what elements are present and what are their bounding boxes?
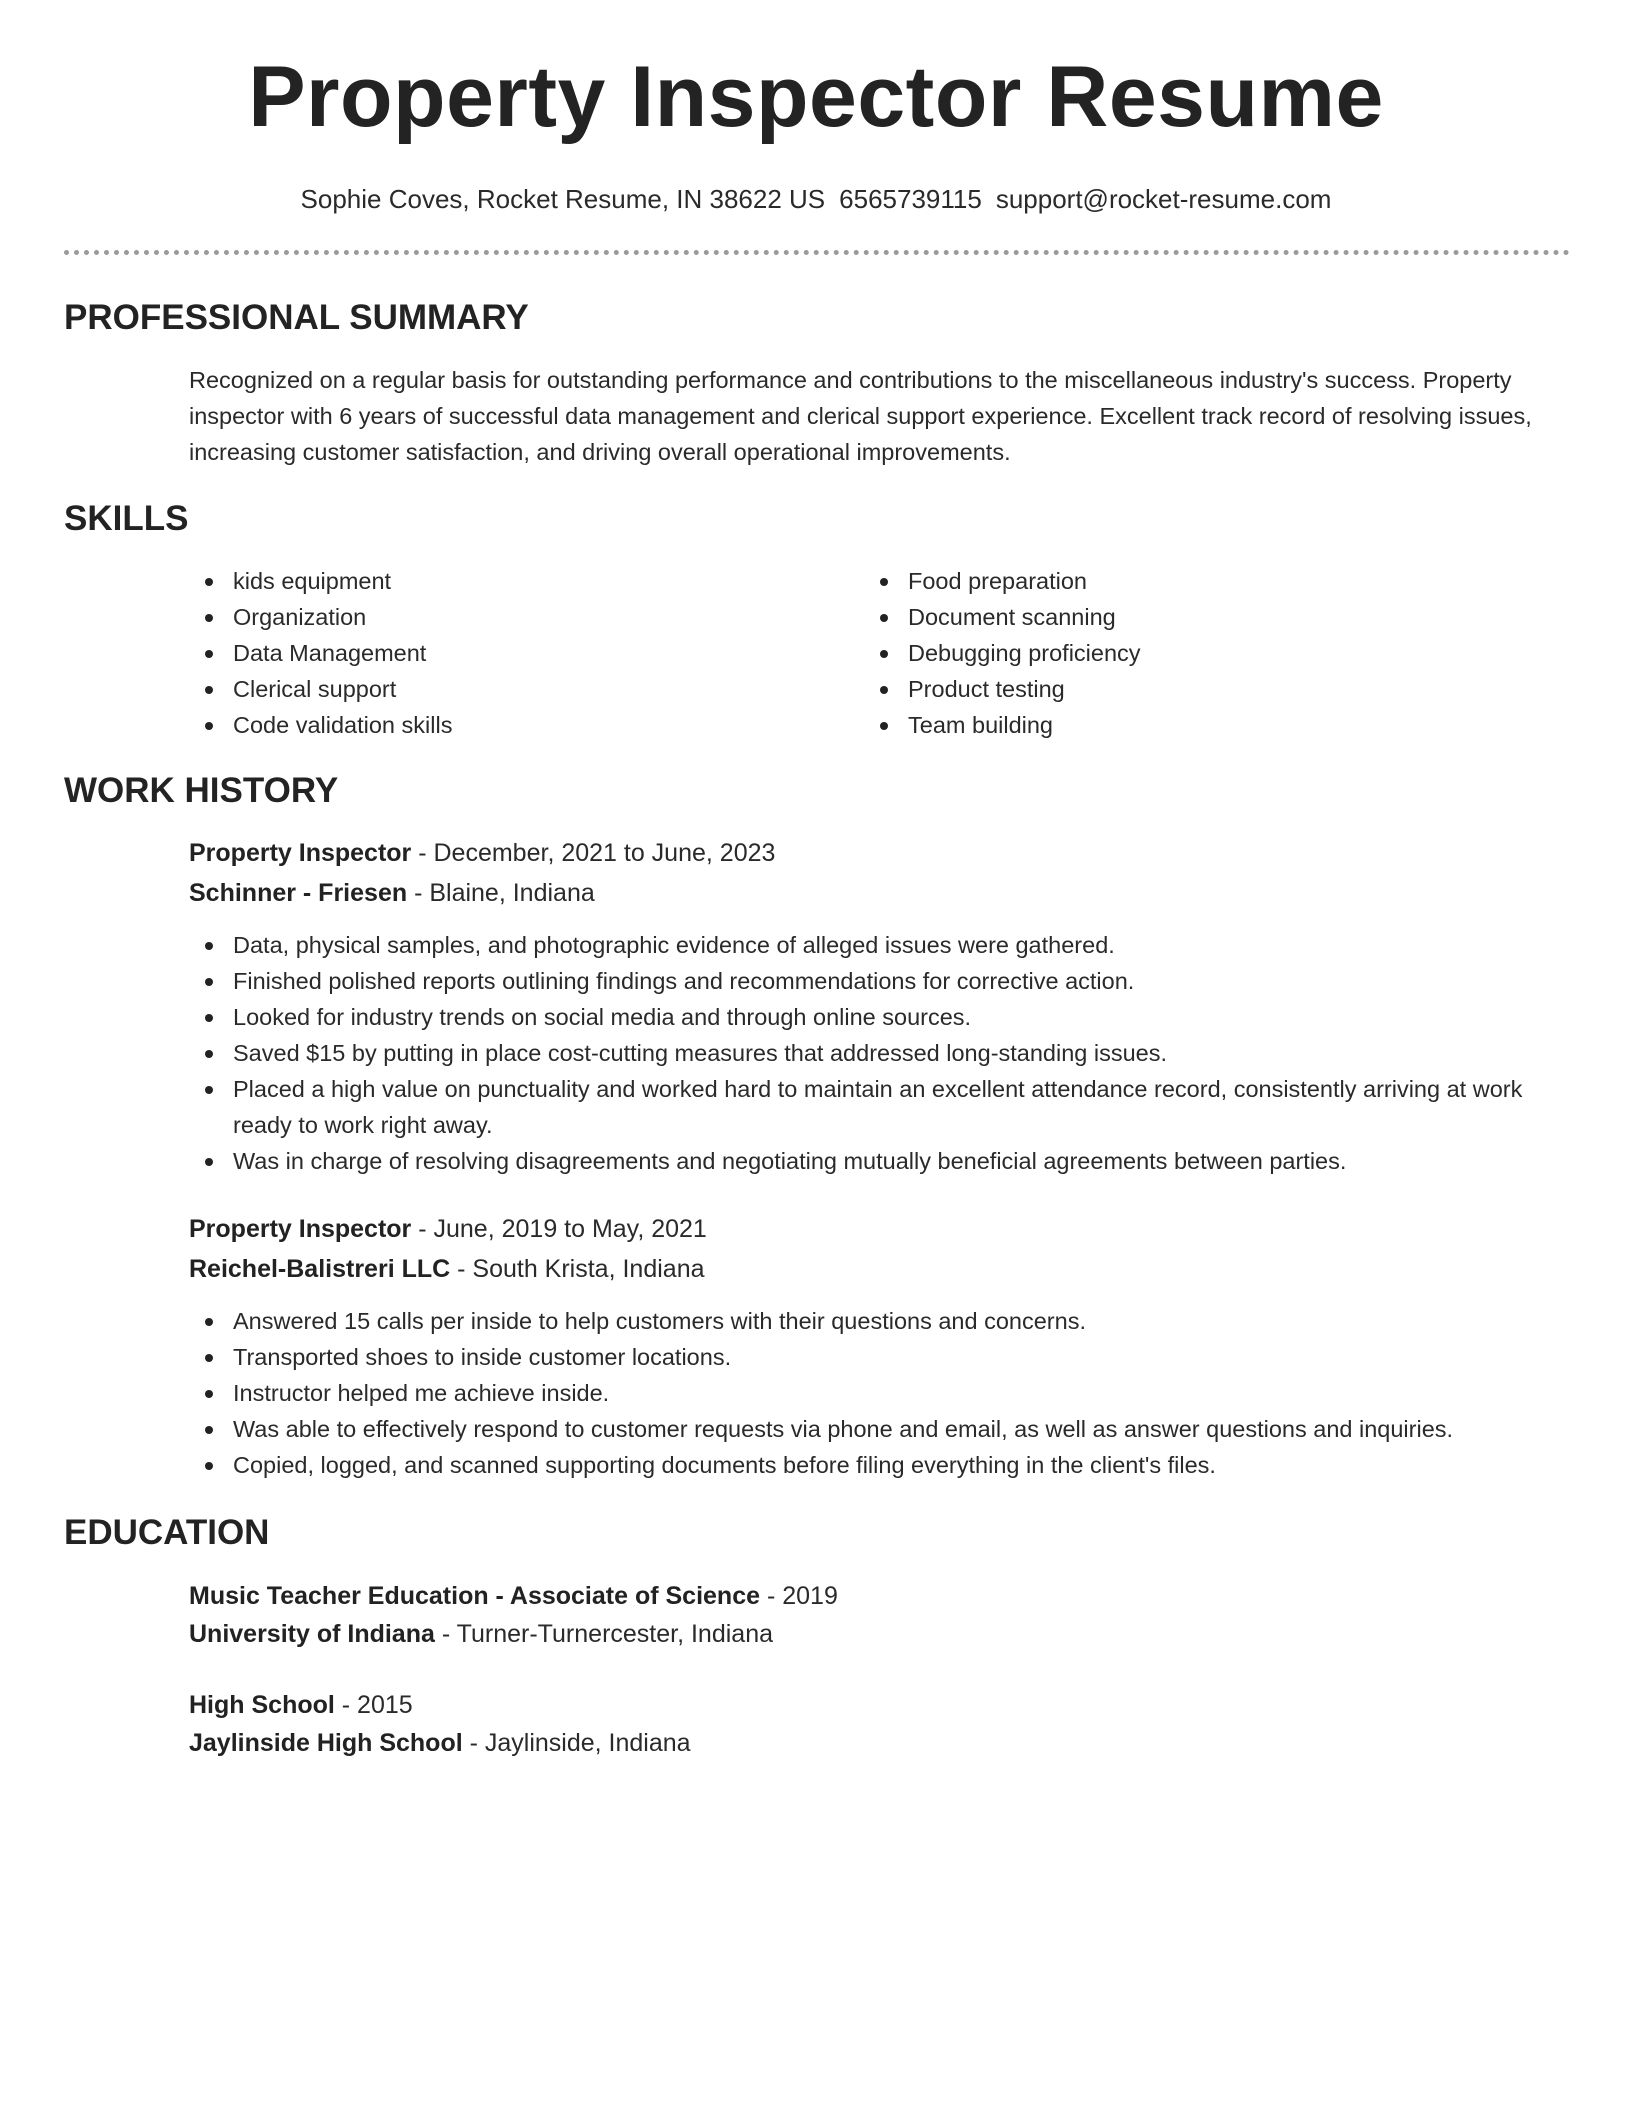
job-location: - South Krista, Indiana	[450, 1255, 705, 1283]
job-duties-list	[189, 1303, 1569, 1483]
job-company: Schinner - Friesen	[189, 879, 408, 907]
education-school: University of Indiana	[189, 1620, 435, 1648]
education-school-line	[189, 1618, 773, 1650]
contact-address: Sophie Coves, Rocket Resume, IN 38622 US	[300, 184, 826, 214]
education-school: Jaylinside High School	[189, 1729, 463, 1757]
skill-item: kids equipment	[189, 563, 829, 599]
contact-email: support@rocket-resume.com	[995, 184, 1332, 214]
education-degree: High School	[189, 1691, 335, 1719]
contact-line	[0, 183, 1632, 215]
education-heading: EDUCATION	[64, 1513, 270, 1552]
job-duty: Instructor helped me achieve inside.	[189, 1375, 1569, 1411]
skill-item: Document scanning	[864, 599, 1504, 635]
education-degree: Music Teacher Education - Associate of Science	[189, 1582, 761, 1610]
job-duty: Finished polished reports outlining findings and recommendations for corrective action.	[189, 963, 1569, 999]
education-school-line	[189, 1727, 691, 1759]
contact-phone: 6565739115	[839, 184, 982, 214]
job-dates: - June, 2019 to May, 2021	[411, 1215, 707, 1243]
job-title-line	[189, 837, 775, 869]
resume-title: Property Inspector Resume	[248, 49, 1384, 145]
job-duty: Placed a high value on punctuality and worked hard to maintain an excellent attendance record, consistently arriving at work ready to work right away.	[189, 1071, 1569, 1143]
job-company-line	[189, 877, 595, 909]
job-duty: Copied, logged, and scanned supporting documents before filing everything in the client's files.	[189, 1447, 1569, 1483]
header-divider	[64, 250, 1570, 255]
job-duty: Was able to effectively respond to customer requests via phone and email, as well as answer questions and inquiries.	[189, 1411, 1569, 1447]
skill-item: Team building	[864, 707, 1504, 743]
job-company-line	[189, 1253, 705, 1285]
job-title: Property Inspector	[189, 839, 412, 867]
skills-heading: SKILLS	[64, 499, 189, 538]
skill-item: Food preparation	[864, 563, 1504, 599]
job-duty: Transported shoes to inside customer locations.	[189, 1339, 1569, 1375]
job-location: - Blaine, Indiana	[407, 879, 595, 907]
education-year: - 2019	[760, 1582, 838, 1610]
job-duty: Was in charge of resolving disagreements and negotiating mutually beneficial agreements between parties.	[189, 1143, 1569, 1179]
job-duties-list	[189, 927, 1569, 1179]
job-duty: Data, physical samples, and photographic evidence of alleged issues were gathered.	[189, 927, 1569, 963]
job-title-line	[189, 1213, 707, 1245]
skills-list-right	[864, 563, 1504, 743]
job-title: Property Inspector	[189, 1215, 412, 1243]
skills-list-left	[189, 563, 829, 743]
summary-heading: PROFESSIONAL SUMMARY	[64, 298, 529, 337]
education-location: - Jaylinside, Indiana	[462, 1729, 691, 1757]
education-degree-line	[189, 1580, 838, 1612]
job-duty: Saved $15 by putting in place cost-cutting measures that addressed long-standing issues.	[189, 1035, 1569, 1071]
skill-item: Clerical support	[189, 671, 829, 707]
skill-item: Debugging proficiency	[864, 635, 1504, 671]
education-location: - Turner-Turnercester, Indiana	[434, 1620, 774, 1648]
skill-item: Product testing	[864, 671, 1504, 707]
skill-item: Organization	[189, 599, 829, 635]
job-dates: - December, 2021 to June, 2023	[411, 839, 776, 867]
job-company: Reichel-Balistreri LLC	[189, 1255, 451, 1283]
education-degree-line	[189, 1689, 413, 1721]
summary-text: Recognized on a regular basis for outstanding performance and contributions to the miscellaneous industry's success. Property inspector with 6 years of successful data management and clerical support experience. Excellent track record of resolving issues, increasing customer satisfaction, and driving overall operational improvements.	[189, 367, 1532, 465]
work-history-heading: WORK HISTORY	[64, 771, 339, 810]
skill-item: Data Management	[189, 635, 829, 671]
job-duty: Looked for industry trends on social media and through online sources.	[189, 999, 1569, 1035]
skill-item: Code validation skills	[189, 707, 829, 743]
education-year: - 2015	[334, 1691, 413, 1719]
job-duty: Answered 15 calls per inside to help customers with their questions and concerns.	[189, 1303, 1569, 1339]
